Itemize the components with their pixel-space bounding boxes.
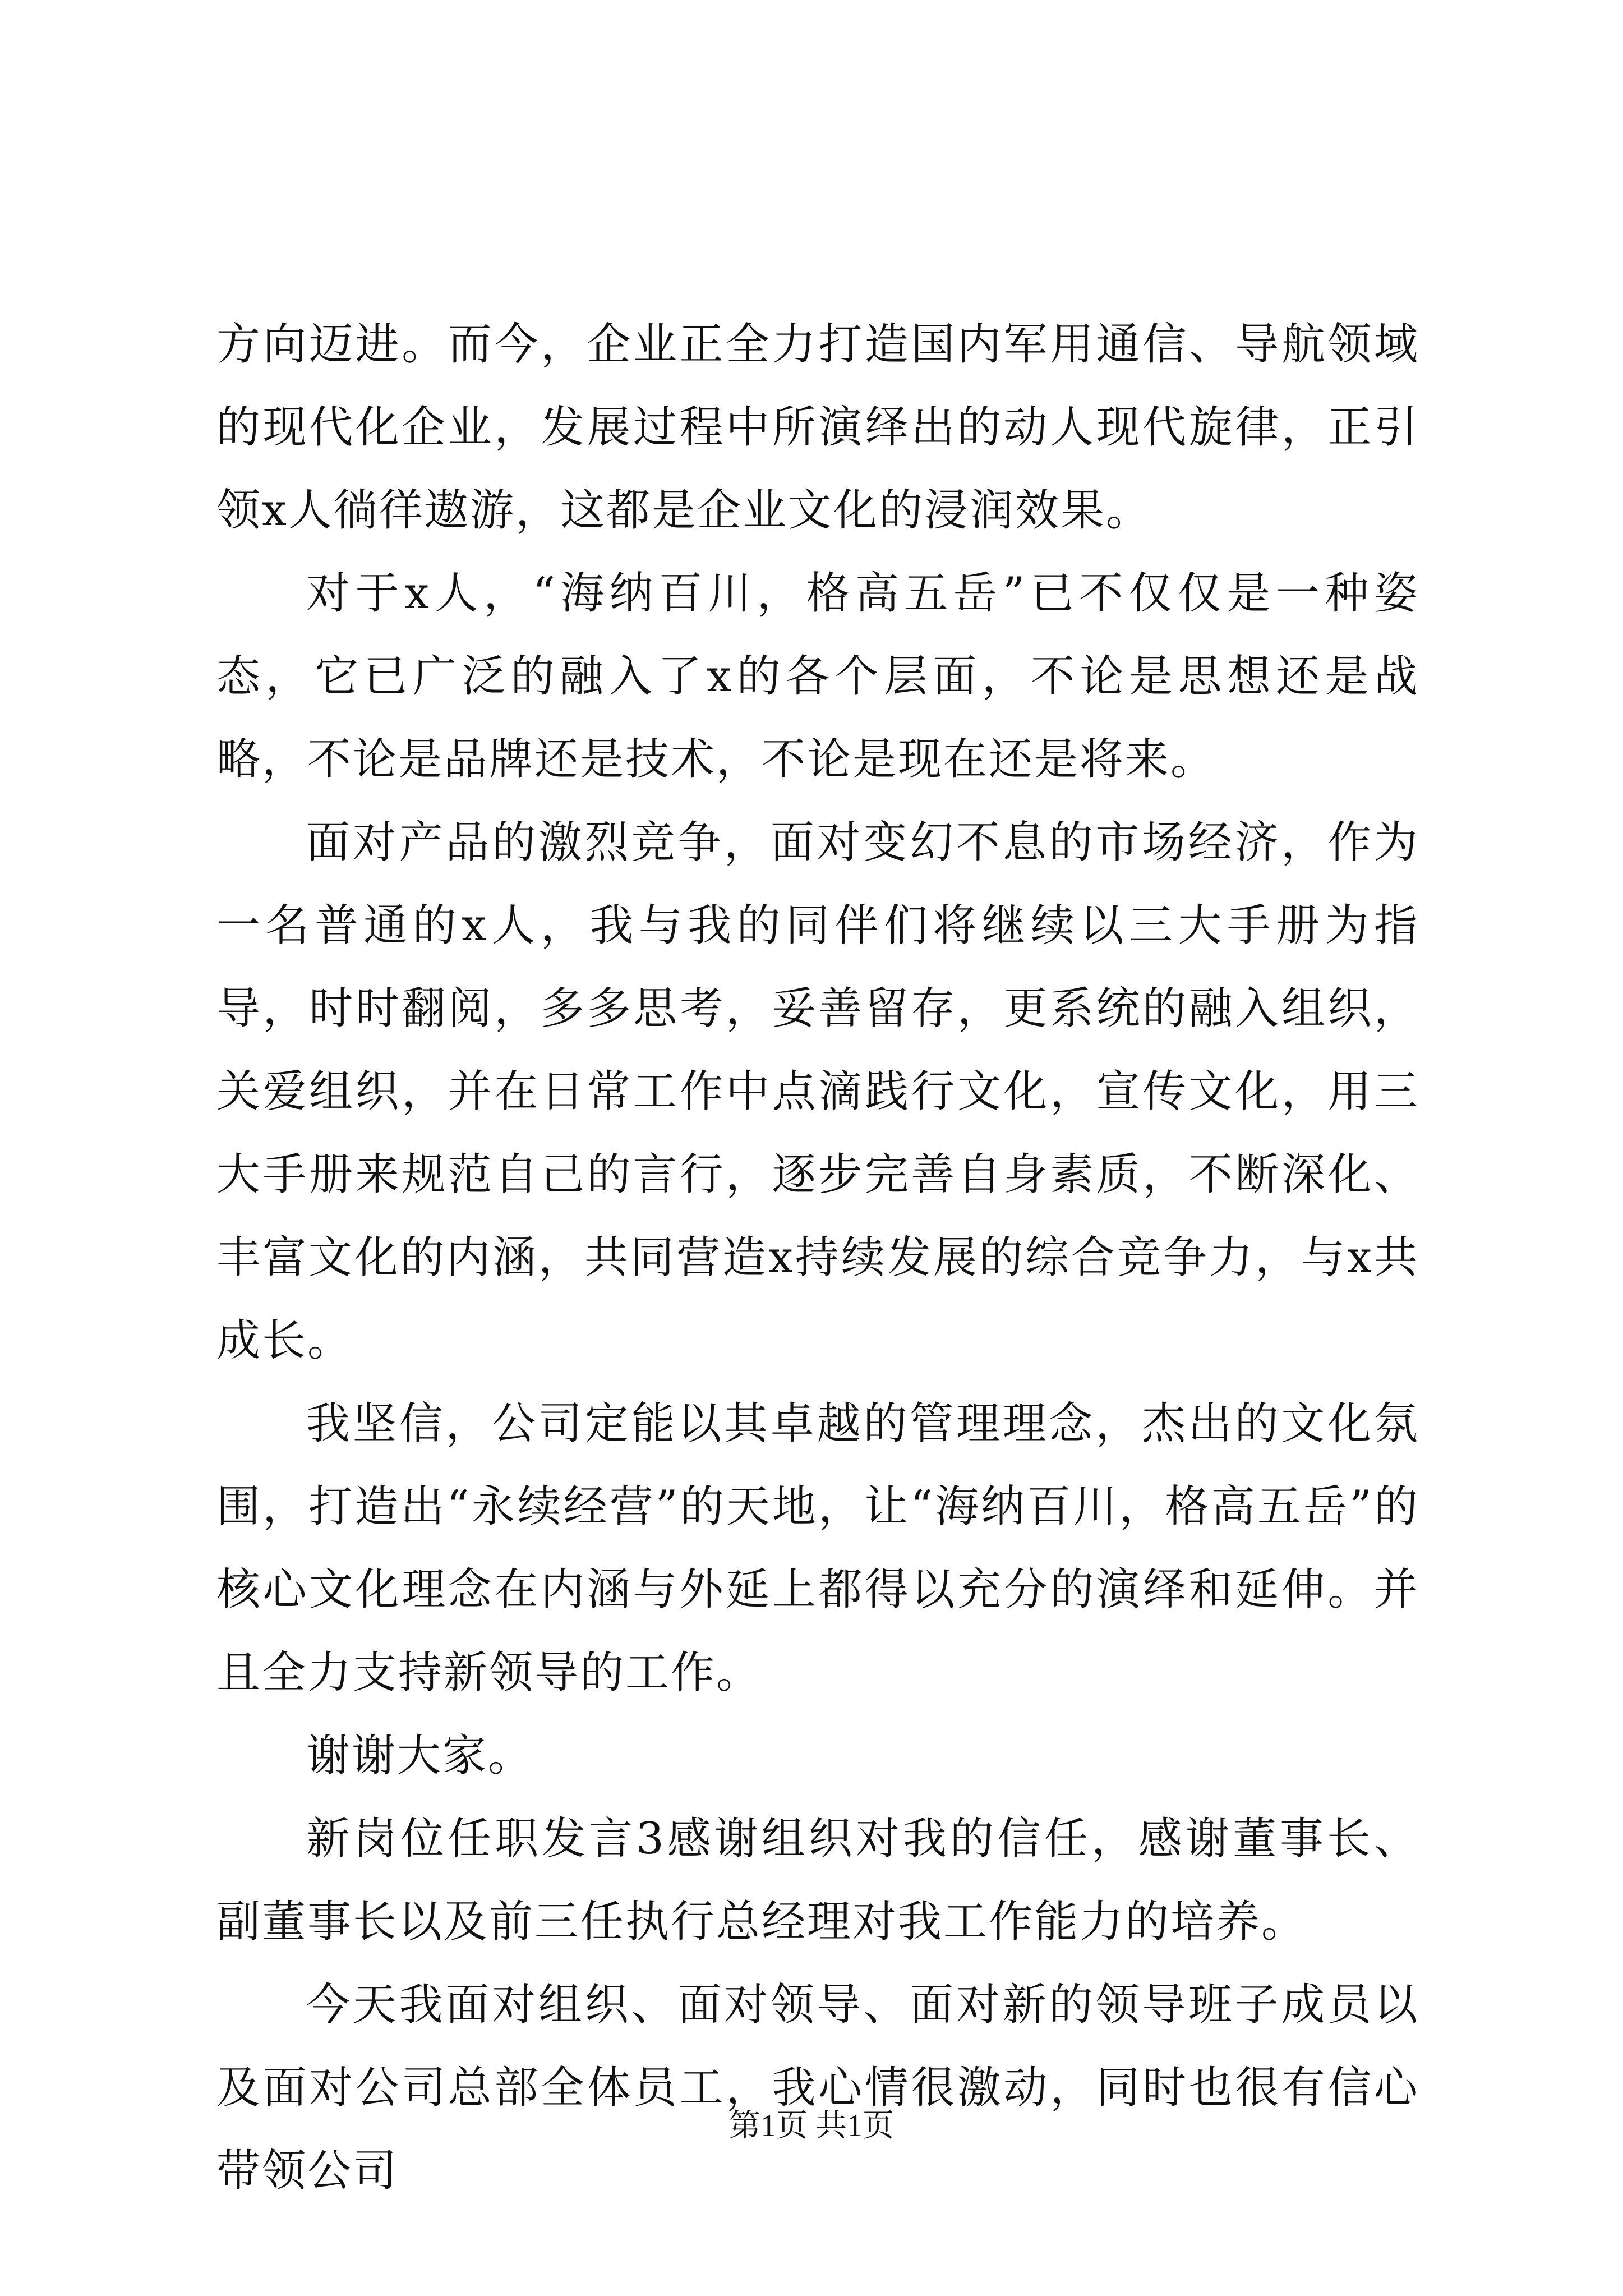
paragraph-1: 方向迈进。而今，企业正全力打造国内军用通信、导航领域的现代化企业，发展过程中所演绎出的动人现代旋律，正引领x人徜徉遨游，这都是企业文化的浸润效果。 xyxy=(216,319,1419,536)
paragraph-3: 面对产品的激烈竞争，面对变幻不息的市场经济，作为一名普通的x人，我与我的同伴们将继续以三大手册为指导，时时翻阅，多多思考，妥善留存，更系统的融入组织，关爱组织，并在日常工作中点滴践行文化，宣传文化，用三大手册来规范自己的言行，逐步完善自身素质，不断深化、丰富文化的内涵，共同营造x持续发展的综合竞争力，与x共成长。 xyxy=(216,817,1419,1366)
paragraph-4: 我坚信，公司定能以其卓越的管理理念，杰出的文化氛围，打造出“永续经营”的天地，让“海纳百川，格高五岳”的核心文化理念在内涵与外延上都得以充分的演绎和延伸。并且全力支持新领导的工作。 xyxy=(216,1398,1419,1698)
paragraph-7: 今天我面对组织、面对领导、面对新的领导班子成员以及面对公司总部全体员工，我心情很激动，同时也很有信心带领公司 xyxy=(216,1980,1419,2196)
paragraph-6: 新岗位任职发言3感谢组织对我的信任，感谢董事长、副董事长以及前三任执行总经理对我工作能力的培养。 xyxy=(216,1814,1419,1947)
paragraph-5: 谢谢大家。 xyxy=(306,1731,534,1781)
paragraph-2: 对于x人，“海纳百川，格高五岳”已不仅仅是一种姿态，它已广泛的融入了x的各个层面，不论是思想还是战略，不论是品牌还是技术，不论是现在还是将来。 xyxy=(216,568,1419,785)
document-body xyxy=(216,303,1419,2212)
page-number-footer: 第1页 共1页 xyxy=(729,2109,894,2143)
